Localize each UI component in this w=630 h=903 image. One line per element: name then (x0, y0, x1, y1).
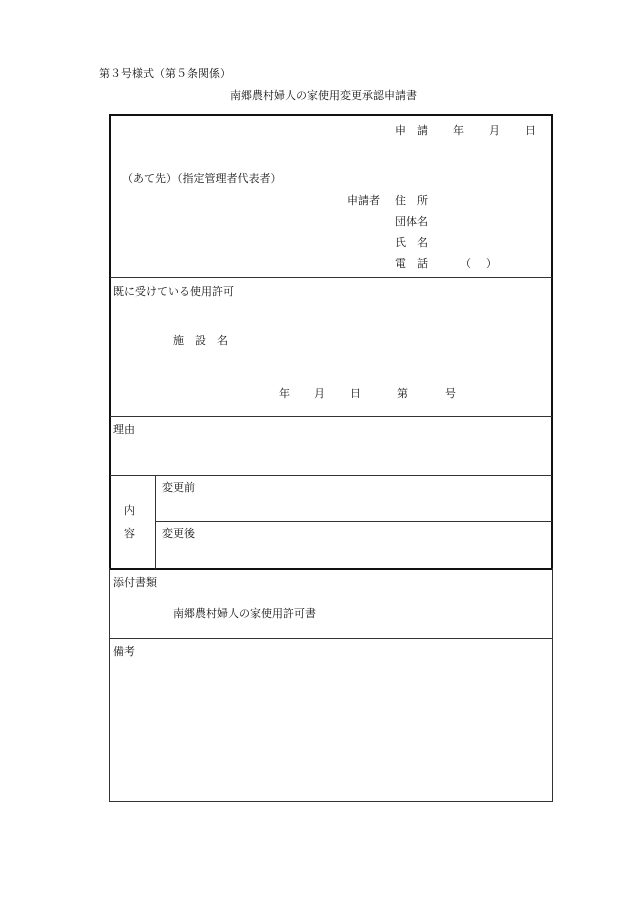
phone-label: 電 話 (395, 257, 428, 270)
document-title: 南郷農村婦人の家使用変更承認申請書 (230, 89, 417, 102)
request-day-label: 日 (525, 124, 536, 137)
form-number: 第３号様式（第５条関係） (99, 67, 231, 80)
content-column-divider (155, 475, 156, 569)
request-year-label: 年 (453, 124, 464, 137)
content-label-top: 内 (124, 504, 135, 517)
address-label: 住 所 (395, 194, 428, 207)
facility-name-label: 施 設 名 (173, 334, 228, 347)
reason-label: 理由 (113, 423, 135, 436)
remarks-label: 備考 (113, 645, 135, 658)
organization-label: 団体名 (395, 215, 428, 228)
phone-paren-close: ） (486, 257, 497, 270)
name-label: 氏 名 (395, 236, 428, 249)
phone-paren-open: （ (460, 257, 471, 270)
permit-year-label: 年 (279, 387, 290, 400)
permit-number-prefix: 第 (397, 387, 408, 400)
existing-permit-heading: 既に受けている使用許可 (113, 285, 234, 298)
divider-reason (110, 475, 552, 476)
divider-before-after (155, 521, 552, 522)
before-change-label: 変更前 (162, 481, 195, 494)
content-label-bottom: 容 (124, 527, 135, 540)
divider-attachments (110, 638, 552, 639)
addressee-line: （あて先）（指定管理者代表者） (122, 172, 282, 185)
permit-number-suffix: 号 (445, 387, 456, 400)
request-date-label: 申 請 (395, 124, 428, 137)
divider-permit (110, 416, 552, 417)
request-month-label: 月 (489, 124, 500, 137)
divider-applicant (110, 277, 552, 278)
attachments-label: 添付書類 (113, 576, 157, 589)
after-change-label: 変更後 (162, 527, 195, 540)
applicant-label: 申請者 (347, 194, 380, 207)
permit-month-label: 月 (314, 387, 325, 400)
permit-day-label: 日 (350, 387, 361, 400)
attachments-remarks-box (109, 568, 553, 802)
attachment-item: 南郷農村婦人の家使用許可書 (173, 607, 316, 620)
